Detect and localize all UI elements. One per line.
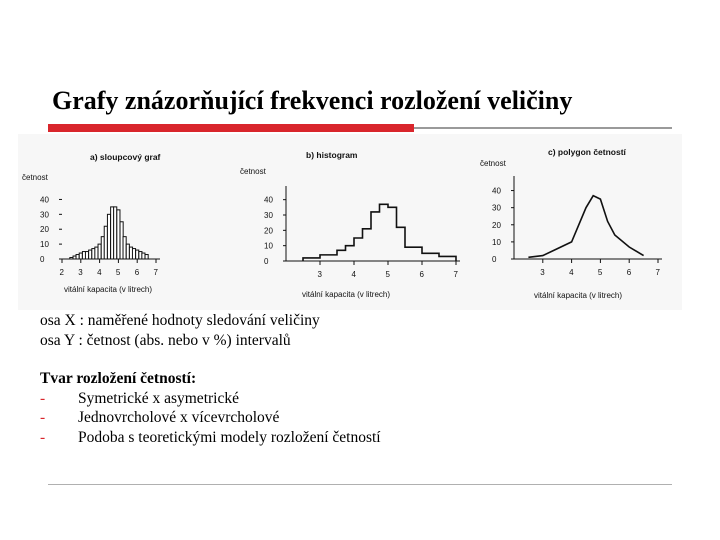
chart-c-x-tick-label: 6 xyxy=(626,268,632,277)
bar xyxy=(136,250,139,259)
bar xyxy=(95,247,98,259)
bar xyxy=(85,252,88,259)
chart-a-x-tick-label: 4 xyxy=(97,268,102,277)
chart-a-x-tick-label: 3 xyxy=(78,268,83,277)
chart-a-y-tick-label: 0 xyxy=(40,255,45,264)
title-underline-red xyxy=(48,124,414,132)
histogram-outline xyxy=(303,204,456,261)
axis-y-description: osa Y : četnost (abs. nebo v %) intervalů xyxy=(40,331,291,349)
chart-c-x-tick-label: 7 xyxy=(655,268,660,277)
bullet-marker: - xyxy=(40,409,46,426)
bar xyxy=(107,214,110,259)
bullet-text: Podoba s teoretickými modely rozložení četností xyxy=(78,428,381,446)
chart-c-xlabel: vitální kapacita (v litrech) xyxy=(534,291,623,300)
spacer xyxy=(40,350,381,369)
chart-a-ylabel: četnost xyxy=(22,173,48,182)
chart-a-x-tick-label: 6 xyxy=(134,268,140,277)
chart-b-y-tick-label: 0 xyxy=(264,257,269,266)
chart-c-title: c) polygon četností xyxy=(548,147,626,157)
bar xyxy=(70,258,73,259)
chart-c-ylabel: četnost xyxy=(480,159,506,168)
chart-b-x-tick-label: 5 xyxy=(385,270,390,279)
chart-a-x-tick-label: 2 xyxy=(59,268,64,277)
bullet-text: Symetrické x asymetrické xyxy=(78,389,239,407)
chart-a-xlabel: vitální kapacita (v litrech) xyxy=(64,285,153,294)
chart-b-x-tick-label: 7 xyxy=(453,270,458,279)
bar xyxy=(132,249,135,259)
chart-b-x-tick-label: 3 xyxy=(317,270,322,279)
bar xyxy=(145,255,148,259)
slide-title: Grafy znázorňující frekvenci rozložení veličiny xyxy=(52,86,573,115)
chart-c-y-tick-label: 40 xyxy=(492,186,501,196)
chart-c-x-tick-label: 3 xyxy=(540,268,545,277)
bullet-marker: - xyxy=(40,389,46,407)
chart-a-y-tick-label: 40 xyxy=(40,195,49,205)
bullet-text: Jednovrcholové x vícevrcholové xyxy=(78,409,280,426)
chart-b-y-tick-label: 10 xyxy=(264,241,273,251)
chart-c-y-tick-label: 10 xyxy=(492,237,501,247)
charts-svg xyxy=(18,134,682,310)
chart-b-y-tick-label: 20 xyxy=(264,226,273,236)
chart-c-y-tick-label: 20 xyxy=(492,220,501,230)
chart-b-title: b) histogram xyxy=(306,150,358,160)
chart-b-x-tick-label: 6 xyxy=(419,270,424,279)
bullet-item xyxy=(40,428,381,448)
chart-a-title: a) sloupcový graf xyxy=(90,152,161,162)
bar xyxy=(89,250,92,259)
chart-b-y-tick-label: 40 xyxy=(264,195,273,205)
chart-c-x-tick-label: 4 xyxy=(569,268,574,277)
chart-c-y-tick-label: 0 xyxy=(492,255,497,264)
bullet-item xyxy=(40,389,381,409)
bar xyxy=(126,244,129,259)
chart-b-ylabel: četnost xyxy=(240,167,266,176)
bar xyxy=(76,255,79,259)
bar xyxy=(104,226,107,259)
chart-a-x-tick-label: 5 xyxy=(115,268,121,277)
charts-figure xyxy=(18,134,682,310)
bar xyxy=(79,253,82,259)
chart-a-y-tick-label: 10 xyxy=(40,240,49,250)
chart-c-x-tick-label: 5 xyxy=(597,268,603,277)
chart-a-x-tick-label: 7 xyxy=(153,268,158,277)
bullet-item xyxy=(40,408,381,428)
bottom-rule xyxy=(48,484,672,485)
chart-a-y-tick-label: 30 xyxy=(40,210,49,220)
title-underline-gray xyxy=(414,127,672,129)
chart-c-y-tick-label: 30 xyxy=(492,203,501,213)
chart-b-xlabel: vitální kapacita (v litrech) xyxy=(302,290,391,299)
chart-b-x-tick-label: 4 xyxy=(351,270,356,279)
bullet-marker: - xyxy=(40,428,46,446)
bar xyxy=(98,244,101,259)
bar xyxy=(142,253,145,259)
axis-x-description: osa X : naměřené hodnoty sledování veličiny xyxy=(40,312,320,329)
section-heading: Tvar rozložení četností: xyxy=(40,370,197,387)
bar xyxy=(117,210,120,259)
chart-a-y-tick-label: 20 xyxy=(40,225,49,235)
chart-b-y-tick-label: 30 xyxy=(264,211,273,220)
body-text xyxy=(40,311,381,447)
bar xyxy=(114,207,117,259)
frequency-polygon-line xyxy=(528,196,643,258)
bar xyxy=(123,237,126,259)
